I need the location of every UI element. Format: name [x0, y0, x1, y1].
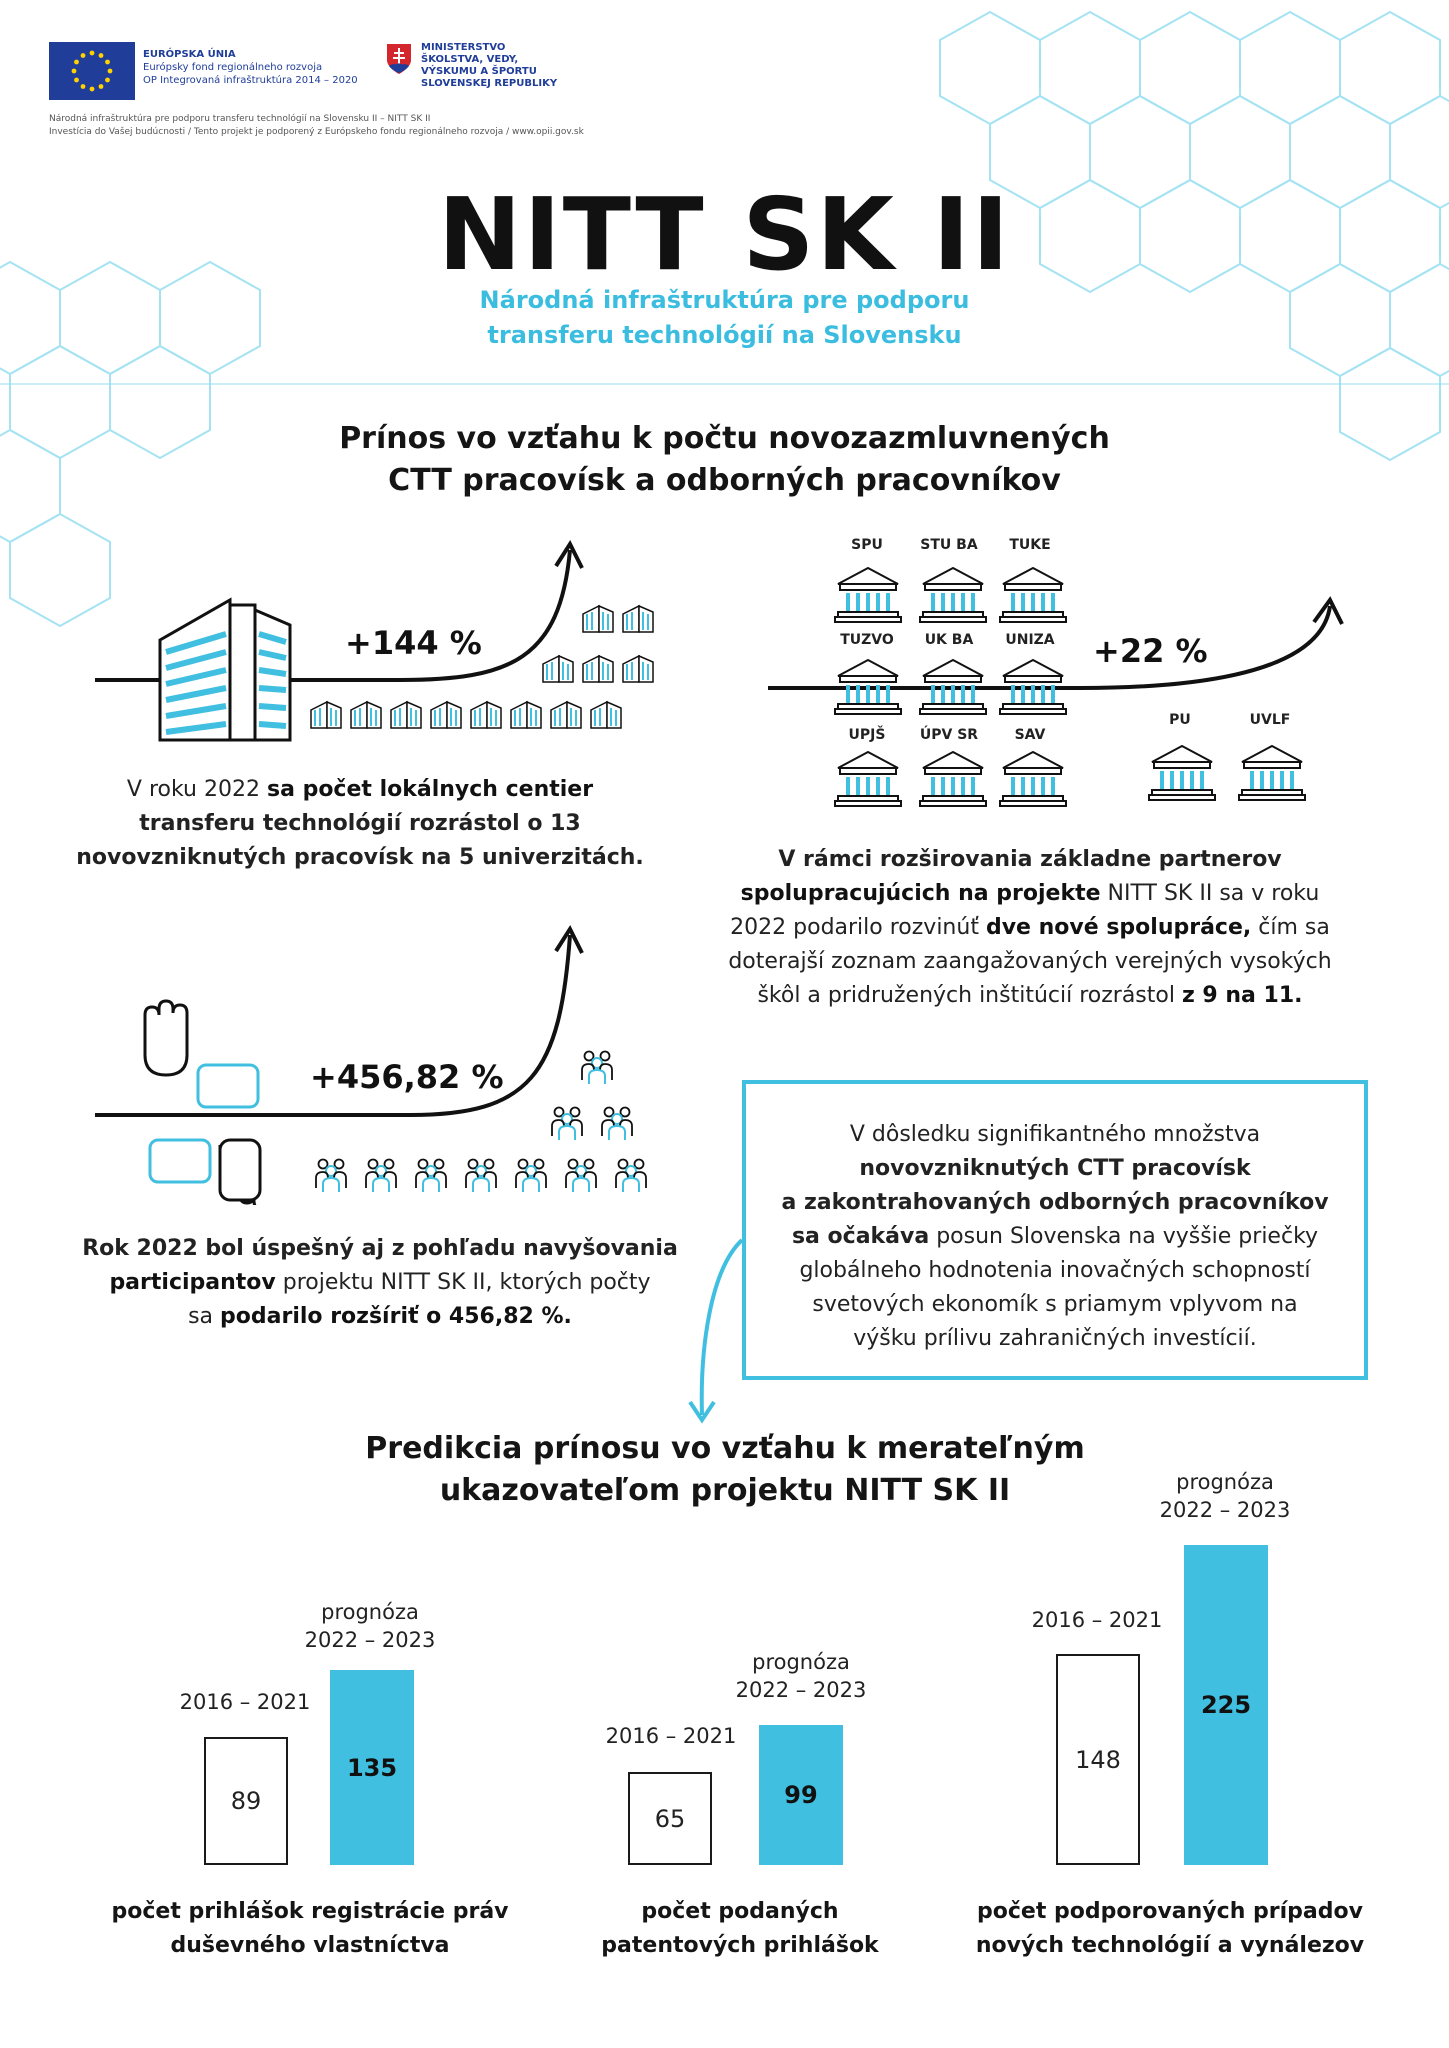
- section2-line1: Predikcia prínosu vo vzťahu k merateľným: [365, 1431, 1085, 1466]
- hands-icon: [145, 1001, 261, 1205]
- page-title: NITT SK II: [437, 176, 1012, 293]
- para-partners-l1: V rámci rozširovania základne partnerov: [778, 847, 1282, 872]
- subtitle-line2: transferu technológií na Slovensku: [487, 321, 962, 349]
- period-new-2: [716, 1648, 886, 1704]
- university-icons: [820, 560, 1340, 810]
- period-new-1-l1: prognóza: [321, 1600, 419, 1624]
- subtitle-line1: Národná infraštruktúra pre podporu: [479, 286, 970, 314]
- bar-new-1: 135: [330, 1670, 414, 1865]
- box-l5: globálneho hodnotenia inovačných schopností: [799, 1258, 1311, 1283]
- note-line2: Investícia do Vašej budúcnosti / Tento projekt je podporený z Európskeho fondu regionálneho rozvoja / www.opii.gov.sk: [49, 127, 584, 137]
- period-old-1: 2016 – 2021: [179, 1690, 311, 1714]
- bar-old-3: 148: [1056, 1654, 1140, 1865]
- metric-label-3-l2: nových technológií a vynálezov: [975, 1933, 1365, 1958]
- metric-label-1-l2: duševného vlastníctva: [170, 1933, 450, 1958]
- para-partners-l2a: spolupracujúcich na projekte: [740, 881, 1101, 906]
- para-partners-l5b: z 9 na 11.: [1181, 983, 1303, 1008]
- page-subtitle: [0, 283, 1449, 353]
- metric-label-3-l1: počet podporovaných prípadov: [977, 1899, 1363, 1924]
- stat-centers: +144 %: [345, 624, 482, 662]
- building-icon: [160, 600, 290, 740]
- uni-label-upvsr: ÚPV SR: [919, 727, 979, 743]
- para-partners-l3a: 2022 podarilo rozvinúť: [730, 915, 986, 940]
- metric-label-1-l1: počet prihlášok registrácie práv: [111, 1899, 509, 1924]
- box-l4a: sa očakáva: [791, 1224, 930, 1249]
- para-participants-l2b: projektu NITT SK II, ktorých počty: [275, 1270, 651, 1295]
- metric-label-3: [940, 1895, 1400, 1963]
- ministry-line2: ŠKOLSTVA, VEDY,: [421, 54, 519, 65]
- bar-new-3: 225: [1184, 1545, 1268, 1865]
- box-l2: novovzniknutých CTT pracovísk: [859, 1156, 1251, 1181]
- para-partners-l2b: NITT SK II sa v roku: [1100, 881, 1320, 906]
- slovak-coat-of-arms-icon: [385, 42, 413, 76]
- bar-old-2: 65: [628, 1772, 712, 1865]
- metric-label-2-l1: počet podaných: [641, 1899, 839, 1924]
- metric-label-1: [90, 1895, 530, 1963]
- para-participants-l3b: podarilo rozšíriť o 456,82 %.: [220, 1304, 572, 1329]
- section1-line2: CTT pracovísk a odborných pracovníkov: [388, 463, 1061, 498]
- period-new-3-l2: 2022 – 2023: [1159, 1498, 1291, 1522]
- uni-label-ukba: UK BA: [924, 632, 974, 648]
- para-partners: [700, 843, 1360, 1013]
- para-partners-l3b: dve nové spolupráce,: [985, 915, 1252, 940]
- uni-label-pu: PU: [1169, 712, 1191, 728]
- eu-fund-text: [143, 48, 358, 87]
- period-old-2: 2016 – 2021: [605, 1724, 737, 1748]
- eu-line2: Európsky fond regionálneho rozvoja: [143, 62, 323, 73]
- section2-title: [340, 1428, 1110, 1512]
- box-l3: a zakontrahovaných odborných pracovníkov: [781, 1190, 1329, 1215]
- eu-line1: EURÓPSKA ÚNIA: [143, 49, 236, 60]
- uni-label-uvlf: UVLF: [1249, 712, 1291, 728]
- period-new-2-l2: 2022 – 2023: [735, 1678, 867, 1702]
- uni-label-upjs: UPJŠ: [848, 727, 886, 743]
- para-partners-l3c: čím sa: [1251, 915, 1330, 940]
- para-participants-l2a: participantov: [109, 1270, 276, 1295]
- para-centers-b: sa počet lokálnych centier: [266, 777, 594, 802]
- section1-title: [0, 418, 1449, 502]
- conclusion-box: [742, 1080, 1368, 1380]
- uni-label-stuba: STU BA: [920, 537, 978, 553]
- uni-label-sav: SAV: [1014, 727, 1046, 743]
- period-new-2-l1: prognóza: [752, 1650, 850, 1674]
- ministry-line4: SLOVENSKEJ REPUBLIKY: [421, 78, 558, 89]
- uni-label-tuzvo: TUZVO: [840, 632, 894, 648]
- bar-old-1: 89: [204, 1737, 288, 1865]
- para-partners-l4: doterajší zoznam zaangažovaných verejných vysokých: [728, 949, 1332, 974]
- para-centers-c: transferu technológií rozrástol o 13: [139, 811, 581, 836]
- project-note: [49, 113, 689, 139]
- ministry-line1: MINISTERSTVO: [421, 42, 506, 53]
- stat-participants: +456,82 %: [310, 1058, 504, 1096]
- box-l6: svetových ekonomík s priamym vplyvom na: [812, 1292, 1298, 1317]
- para-centers: [60, 773, 660, 875]
- para-partners-l5a: škôl a pridružených inštitúcií rozrástol: [757, 983, 1182, 1008]
- uni-label-spu: SPU: [851, 537, 883, 553]
- para-participants: [60, 1232, 700, 1334]
- box-l1: V dôsledku signifikantného množstva: [849, 1122, 1261, 1147]
- section2-line2: ukazovateľom projektu NITT SK II: [439, 1473, 1011, 1508]
- para-centers-a: V roku 2022: [126, 777, 267, 802]
- section1-line1: Prínos vo vzťahu k počtu novozazmluvnených: [339, 421, 1110, 456]
- period-new-1-l2: 2022 – 2023: [304, 1628, 436, 1652]
- ministry-line3: VÝSKUMU A ŠPORTU: [421, 66, 537, 77]
- box-l7: výšku prílivu zahraničných investícií.: [853, 1326, 1257, 1351]
- period-old-3: 2016 – 2021: [1031, 1608, 1163, 1632]
- uni-label-tuke: TUKE: [1009, 537, 1051, 553]
- para-participants-l1: Rok 2022 bol úspešný aj z pohľadu navyšovania: [82, 1236, 678, 1261]
- period-new-1: [285, 1598, 455, 1654]
- small-buildings-icons: [305, 602, 665, 732]
- box-l4b: posun Slovenska na vyššie priečky: [929, 1224, 1319, 1249]
- stat-partners: +22 %: [1093, 632, 1208, 670]
- metric-label-2: [530, 1895, 950, 1963]
- uni-label-uniza: UNIZA: [1005, 632, 1055, 648]
- bar-new-2: 99: [759, 1725, 843, 1865]
- curved-arrow-icon: [670, 1230, 790, 1430]
- period-new-3-l1: prognóza: [1176, 1470, 1274, 1494]
- period-new-3: [1140, 1468, 1310, 1524]
- para-centers-d: novovzniknutých pracovísk na 5 univerzitách.: [76, 845, 644, 870]
- note-line1: Národná infraštruktúra pre podporu transferu technológií na Slovensku II – NITT SK II: [49, 114, 431, 124]
- para-participants-l3a: sa: [188, 1304, 221, 1329]
- ministry-text: [421, 42, 557, 90]
- eu-flag-logo: [49, 42, 135, 100]
- metric-label-2-l2: patentových prihlášok: [601, 1933, 879, 1958]
- eu-line3: OP Integrovaná infraštruktúra 2014 – 2020: [143, 75, 358, 86]
